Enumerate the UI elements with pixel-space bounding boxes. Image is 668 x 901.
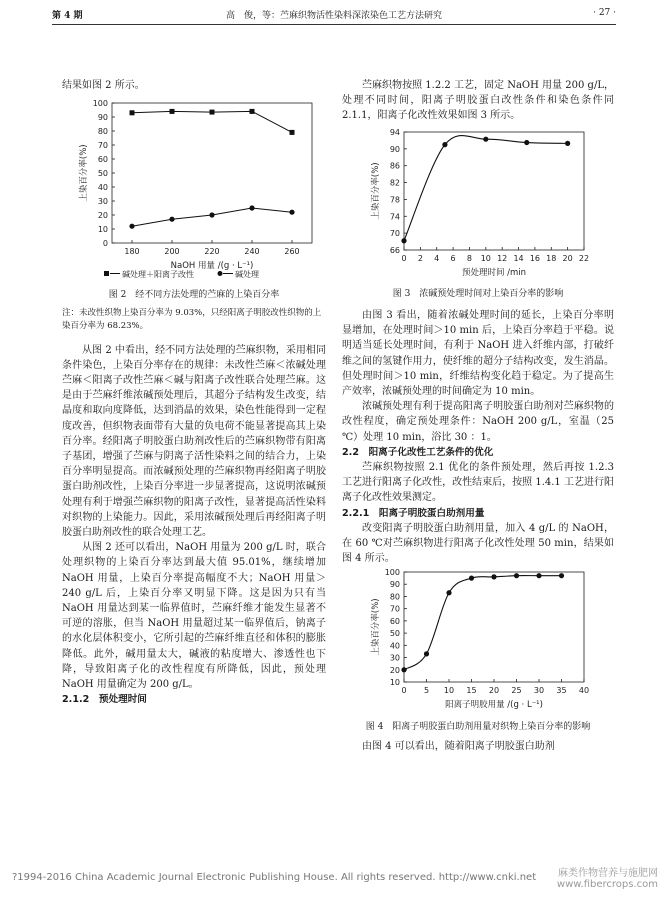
y-tick-label: 90 (97, 113, 108, 123)
x-axis-label: NaOH 用量 /(g · L⁻¹) (170, 261, 254, 272)
x-axis-label: 预处理时间 /min (461, 267, 527, 278)
left-column (62, 78, 326, 707)
paragraph: 改变阳离子明胶蛋白助剂用量，加入 4 g/L 的 NaOH，在 60 ℃对苎麻织物进行阳离子化改性处理 50 min，结果如图 4 所示。 (342, 522, 614, 565)
data-point (483, 136, 488, 141)
figure-4 (342, 566, 614, 719)
data-point (469, 576, 474, 581)
data-point (210, 110, 215, 115)
paragraph: 苎麻织物按照 1.2.2 工艺，固定 NaOH 用量 200 g/L，处理不同时间，阳离子明胶蛋白改性条件和染色条件同 2.1.1，阳离子化改性效果如图 3 所示。 (342, 80, 614, 122)
page-footer (0, 868, 668, 890)
x-tick-label: 10 (480, 253, 491, 263)
data-point (169, 217, 174, 222)
figure-3-caption: 图 3 浓碱预处理时间对上染百分率的影响 (392, 288, 564, 299)
legend-marker-circle (218, 271, 223, 276)
x-tick-label: 6 (450, 253, 456, 263)
data-point (289, 210, 294, 215)
paragraph: 从图 2 还可以看出，NaOH 用量为 200 g/L 时，联合处理织物的上染百分率达到最大值 95.01%，继续增加 NaOH 用量，上染百分率提高幅度不大；NaOH 用量＞240 g/L 后，上染百分率又明显下降。这是因为只有当 NaOH 用量达到某一临界值时，苎麻纤维才能发生显著不可逆的溶胀，但当 NaOH 用量超过某一临界值后，钠离子的水化层体积变小，它所引起的苎麻纤维直径和体积的膨胀降低。此外，碱用量太大，碱液的粘度增大、渗透性也下降，导致阳离子化的改性程度有所降低，因此，预处理 NaOH 用量确定为 200 g/L。 (62, 542, 326, 691)
paragraph: 结果如图 2 所示。 (62, 80, 145, 91)
figure-2 (62, 93, 326, 288)
figure-2-chart (62, 93, 326, 283)
data-point (491, 575, 496, 580)
running-title: 高 俊，等：苎麻织物活性染料深浓染色工艺方法研究 (225, 11, 442, 21)
data-point (401, 668, 406, 673)
data-point (401, 238, 406, 243)
y-tick-label: 10 (389, 678, 400, 688)
y-tick-label: 100 (92, 99, 108, 109)
y-tick-label: 70 (389, 605, 400, 615)
y-tick-label: 66 (389, 245, 400, 255)
y-tick-label: 86 (389, 161, 400, 171)
x-tick-label: 2 (417, 253, 423, 263)
y-tick-label: 82 (389, 178, 400, 188)
section-heading: 2.1.2 预处理时间 (62, 694, 147, 706)
y-tick-label: 30 (97, 197, 108, 207)
data-point (290, 130, 295, 135)
x-tick-label: 16 (529, 253, 541, 263)
page-number: · 27 · (593, 8, 616, 18)
x-tick-label: 22 (578, 253, 590, 263)
y-tick-label: 70 (389, 228, 400, 238)
y-tick-label: 0 (102, 239, 108, 249)
y-tick-label: 40 (97, 183, 108, 193)
x-tick-label: 30 (533, 686, 545, 696)
x-tick-label: 10 (443, 686, 455, 696)
right-column (342, 78, 614, 754)
y-tick-label: 20 (97, 211, 108, 221)
legend-label: 碱处理＋阳离子改性 (122, 270, 194, 280)
data-point (129, 224, 134, 229)
x-tick-label: 260 (284, 247, 300, 257)
data-point (442, 142, 447, 147)
y-tick-label: 100 (384, 568, 400, 578)
issue-number: 第 4 期 (52, 11, 83, 21)
data-point (170, 109, 175, 114)
y-tick-label: 60 (97, 155, 108, 165)
y-axis-label: 上染百分率(%) (79, 144, 89, 202)
x-tick-label: 0 (401, 253, 407, 263)
x-tick-label: 20 (562, 253, 573, 263)
x-tick-label: 180 (124, 247, 140, 257)
y-tick-label: 70 (97, 141, 108, 151)
x-tick-label: 240 (244, 247, 260, 257)
y-tick-label: 94 (389, 127, 400, 137)
x-tick-label: 18 (546, 253, 557, 263)
x-tick-label: 0 (401, 686, 407, 696)
y-tick-label: 50 (389, 629, 400, 639)
y-tick-label: 80 (97, 127, 108, 137)
y-tick-label: 90 (389, 144, 400, 154)
data-point (565, 140, 570, 145)
x-tick-label: 220 (204, 247, 220, 257)
y-tick-label: 74 (389, 211, 400, 221)
y-tick-label: 40 (389, 641, 400, 651)
paragraph: 由图 3 看出，随着浓碱处理时间的延长，上染百分率明显增加，在处理时间＞10 min 后，上染百分率趋于平稳。说明适当延长处理时间，有利于 NaOH 进入纤维内部，打破纤维之间的氢键作用力，使纤维的超分子结构改变，发生消晶。但处理时间＞10 min，纤维结构变化趋于稳定。为了提高生产效率，浓碱预处理的时间确定为 10 min。 (342, 310, 614, 398)
paragraph: 浓碱预处理有利于提高阳离子明胶蛋白助剂对苎麻织物的改性程度，确定预处理条件：NaOH 200 g/L，室温（25 ℃）处理 10 min，浴比 30 ：1。 (342, 401, 614, 443)
data-point (559, 574, 564, 579)
x-tick-label: 20 (488, 686, 500, 696)
data-point (250, 109, 255, 114)
data-point (130, 111, 135, 116)
data-point (524, 140, 529, 145)
y-tick-label: 50 (97, 169, 108, 179)
x-tick-label: 25 (511, 686, 522, 696)
x-tick-label: 15 (466, 686, 477, 696)
y-tick-label: 78 (389, 195, 400, 205)
x-axis-label: 阳离子明胶用量 /(g · L⁻¹) (445, 700, 543, 711)
x-tick-label: 35 (556, 686, 567, 696)
figure-2-caption: 图 2 经不同方法处理的苎麻的上染百分率 (108, 290, 280, 301)
x-tick-label: 4 (434, 253, 440, 263)
paragraph: 苎麻织物按照 2.1 优化的条件预处理，然后再按 1.2.3 工艺进行阳离子化改性，改性结束后，按照 1.4.1 工艺进行阳离子化改性效果测定。 (342, 462, 614, 504)
x-tick-label: 200 (164, 247, 180, 257)
x-tick-label: 5 (423, 686, 430, 696)
watermark-title: 麻类作物营养与施肥网 (558, 868, 658, 879)
y-tick-label: 60 (389, 617, 400, 627)
plot-frame (404, 132, 584, 250)
data-point (446, 591, 451, 596)
data-point (209, 213, 214, 218)
y-tick-label: 90 (389, 580, 400, 590)
copyright: ?1994-2016 China Academic Journal Electronic Publishing House. All rights reserved. http://www.cnki.net (12, 872, 537, 883)
section-heading: 2.2.1 阳离子明胶蛋白助剂用量 (342, 507, 485, 519)
x-tick-label: 40 (578, 686, 590, 696)
data-point (424, 652, 429, 657)
y-tick-label: 20 (389, 666, 400, 676)
page-header (52, 6, 616, 24)
plot-frame (112, 103, 312, 243)
y-tick-label: 80 (389, 592, 400, 602)
figure-4-caption: 图 4 阳离子明胶蛋白助剂用量对织物上染百分率的影响 (365, 721, 591, 732)
figure-2-note: 注：未改性织物上染百分率为 9.03%，只经阳离子明胶改性织物的上染百分率为 68.23%。 (62, 307, 322, 331)
y-axis-label: 上染百分率(%) (371, 162, 381, 220)
series-line (404, 135, 568, 240)
header-rule (52, 24, 616, 25)
data-point (514, 574, 519, 579)
paragraph: 从图 2 中看出，经不同方法处理的苎麻织物，采用相同条件染色，上染百分率存在的规律：未改性苎麻＜浓碱处理苎麻＜阳离子改性苎麻＜碱与阳离子改性联合处理苎麻。这是由于苎麻纤维浓碱预处理后，其超分子结构发生改变，结晶度和取向度降低，达到消晶的效果，染色性能得到一定程度改善，但织物表面带有大量的负电荷不能显著提高其上染百分率。经阳离子明胶蛋白助剂改性后的苎麻织物带有阳离子基团，增强了苎麻与阴离子活性染料之间的结合力，上染百分率明显提高。而浓碱预处理的苎麻织物再经阳离子明胶蛋白助剂改性，上染百分率进一步显著提高，这说明浓碱预处理有利于增强苎麻织物的阳离子改性，显著提高活性染料对织物的上染能力。因此，采用浓碱预处理后再经阳离子明胶蛋白助剂改性的联合处理工艺。 (62, 344, 326, 539)
watermark-url: www.fibercrops.com (556, 879, 658, 890)
data-point (536, 574, 541, 579)
figure-3-chart (342, 124, 614, 282)
figure-3 (342, 124, 614, 287)
legend-label: 碱处理 (235, 270, 259, 280)
data-point (249, 206, 254, 211)
plot-frame (404, 572, 584, 682)
x-tick-label: 8 (466, 253, 473, 263)
x-tick-label: 12 (497, 253, 508, 263)
paragraph: 由图 4 可以看出，随着阳离子明胶蛋白助剂 (362, 740, 555, 752)
y-axis-label: 上染百分率(%) (371, 598, 381, 657)
watermark (557, 868, 658, 890)
legend-marker-square (104, 271, 109, 276)
figure-4-chart (342, 566, 614, 714)
y-tick-label: 10 (97, 225, 108, 235)
x-tick-label: 14 (513, 253, 524, 263)
section-heading: 2.2 阳离子化改性工艺条件的优化 (342, 446, 494, 458)
y-tick-label: 30 (389, 654, 400, 664)
